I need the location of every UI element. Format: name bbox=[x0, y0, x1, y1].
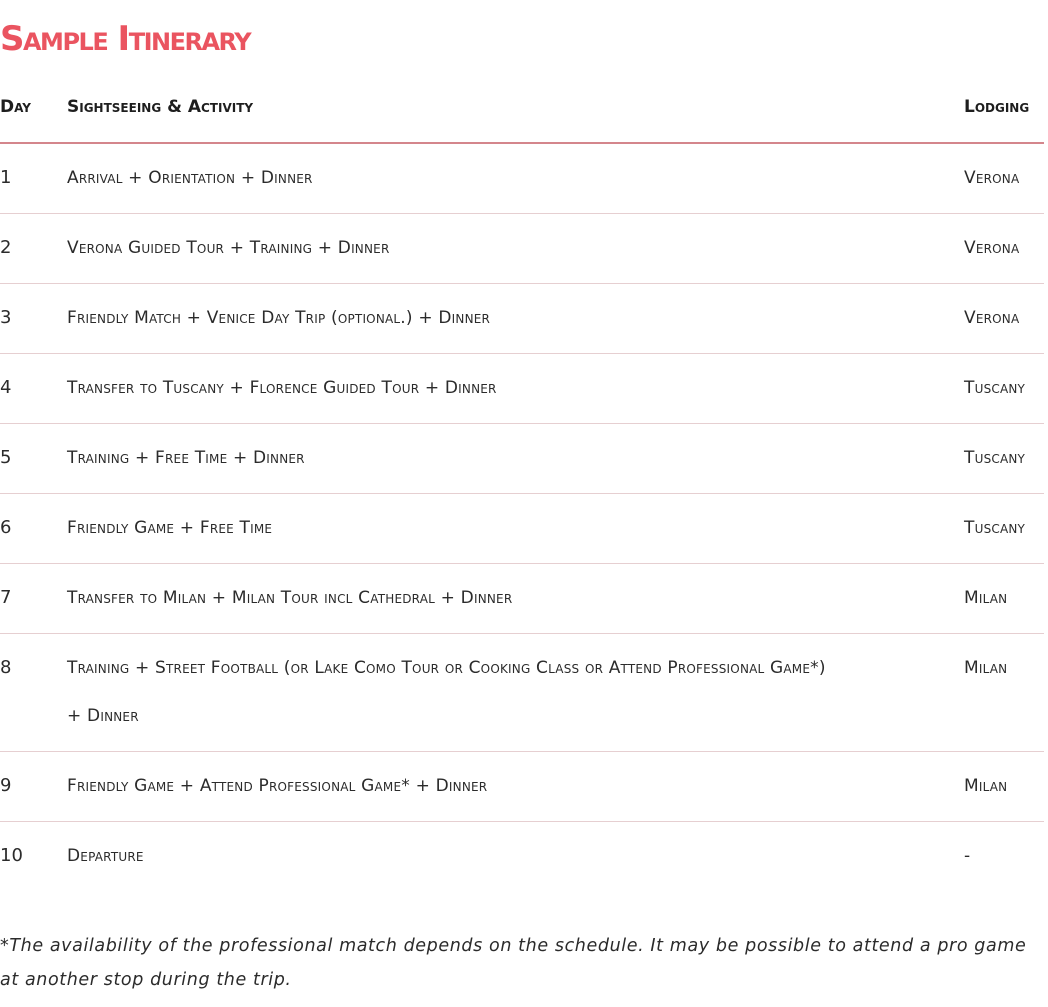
row-day: 2 bbox=[0, 237, 12, 258]
page-title: Sample Itinerary bbox=[0, 19, 251, 59]
table-row bbox=[0, 564, 1044, 634]
table-header bbox=[0, 72, 1044, 144]
row-day: 8 bbox=[0, 657, 12, 678]
header-activity: Sightseeing & Activity bbox=[67, 97, 254, 117]
header-day: Day bbox=[0, 97, 31, 117]
table-row bbox=[0, 752, 1044, 822]
row-lodging: Verona bbox=[964, 308, 1020, 328]
row-day: 6 bbox=[0, 517, 12, 538]
row-day: 1 bbox=[0, 167, 12, 188]
row-activity: Friendly Game + Free Time bbox=[67, 518, 273, 538]
row-day: 7 bbox=[0, 587, 12, 608]
row-activity: Transfer to Milan + Milan Tour incl Cathedral + Dinner bbox=[67, 588, 513, 608]
row-day: 3 bbox=[0, 307, 12, 328]
header-lodging: Lodging bbox=[964, 97, 1030, 117]
row-lodging: Milan bbox=[964, 658, 1008, 678]
table-row bbox=[0, 494, 1044, 564]
row-activity: Friendly Game + Attend Professional Game* + Dinner bbox=[67, 776, 488, 796]
table-row bbox=[0, 284, 1044, 354]
table-row bbox=[0, 424, 1044, 494]
row-activity: Training + Street Football (or Lake Como Tour or Cooking Class or Attend Professional Game*) + Dinner bbox=[67, 658, 826, 726]
row-activity: Transfer to Tuscany + Florence Guided Tour + Dinner bbox=[67, 378, 497, 398]
row-lodging: Verona bbox=[964, 168, 1020, 188]
table-row bbox=[0, 822, 1044, 892]
row-activity: Verona Guided Tour + Training + Dinner bbox=[67, 238, 390, 258]
row-activity: Arrival + Orientation + Dinner bbox=[67, 168, 313, 188]
row-day: 4 bbox=[0, 377, 12, 398]
table-row bbox=[0, 144, 1044, 214]
table-row bbox=[0, 354, 1044, 424]
footnote: *The availability of the professional match depends on the schedule. It may be possible to attend a pro game at another stop during the trip. bbox=[0, 936, 1027, 990]
row-lodging: - bbox=[964, 846, 971, 866]
row-day: 10 bbox=[0, 845, 23, 866]
row-lodging: Tuscany bbox=[964, 518, 1026, 538]
row-lodging: Verona bbox=[964, 238, 1020, 258]
table-row bbox=[0, 634, 1044, 752]
row-lodging: Milan bbox=[964, 588, 1008, 608]
row-day: 9 bbox=[0, 775, 12, 796]
row-activity: Departure bbox=[67, 846, 144, 866]
row-lodging: Tuscany bbox=[964, 378, 1026, 398]
row-lodging: Tuscany bbox=[964, 448, 1026, 468]
table-row bbox=[0, 214, 1044, 284]
itinerary-table bbox=[0, 72, 1044, 892]
row-activity: Friendly Match + Venice Day Trip (optional.) + Dinner bbox=[67, 308, 491, 328]
row-activity: Training + Free Time + Dinner bbox=[67, 448, 305, 468]
row-lodging: Milan bbox=[964, 776, 1008, 796]
row-day: 5 bbox=[0, 447, 12, 468]
